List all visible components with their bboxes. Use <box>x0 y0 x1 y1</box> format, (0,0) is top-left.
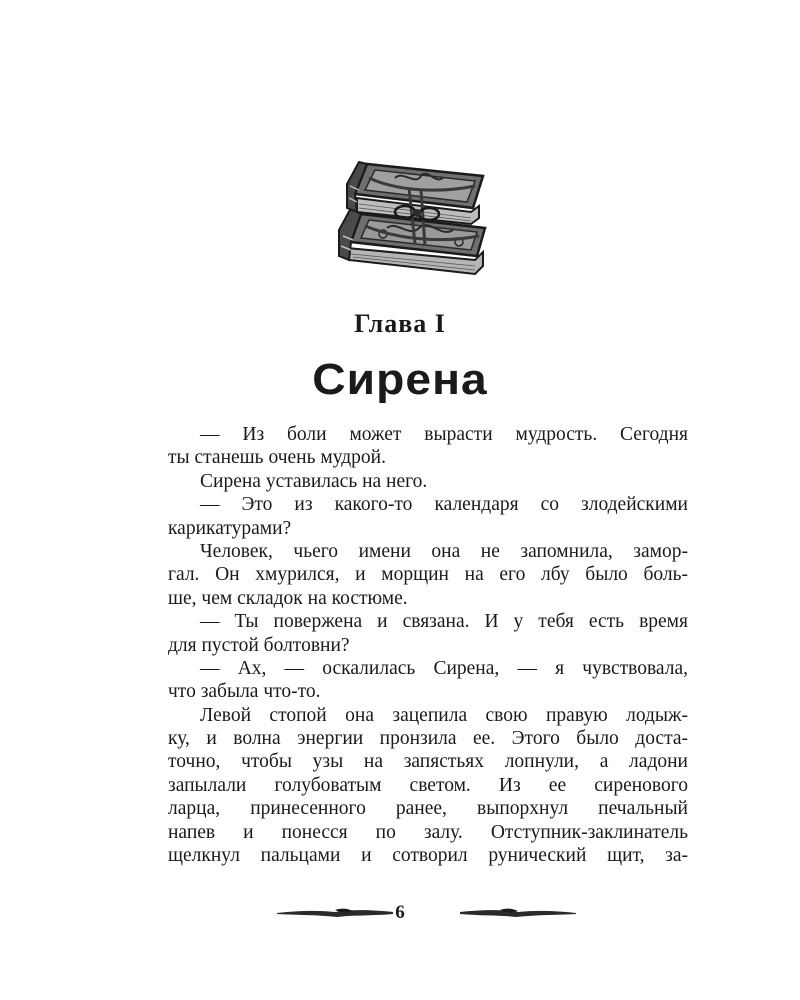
text-line: Сирена уставилась на него. <box>200 470 428 492</box>
page-number: 6 <box>395 902 405 923</box>
text-line: Человек, чьего имени она не запомнила, замор- <box>200 540 688 562</box>
page-footer <box>0 900 800 926</box>
right-ornament-icon <box>458 907 578 919</box>
text-line: Левой стопой она зацепила свою правую лодыж- <box>200 704 688 726</box>
text-line: карикатурами? <box>168 517 292 539</box>
text-line: запылали голубоватым светом. Из ее сиренового <box>168 774 688 796</box>
chapter-title: Сирена <box>312 355 488 404</box>
text-line: ше, чем складок на костюме. <box>168 587 408 609</box>
text-line: — Это из какого-то календаря со злодейскими <box>200 494 688 516</box>
text-line: ку, и волна энергии пронзила ее. Этого было доста- <box>168 728 688 750</box>
chapter-body <box>168 423 688 867</box>
text-line: ларца, принесенного ранее, выпорхнул печальный <box>168 798 688 820</box>
text-line: ты станешь очень мудрой. <box>168 447 386 469</box>
text-line: точно, чтобы узы на запястьях лопнули, а ладони <box>168 751 688 773</box>
text-line: для пустой болтовни? <box>168 634 350 656</box>
bound-books-icon <box>325 156 497 286</box>
text-line: — Из боли может вырасти мудрость. Сегодня <box>200 424 688 445</box>
text-line: напев и понесся по залу. Отступник-заклинатель <box>168 821 688 843</box>
text-line: гал. Он хмурился, и морщин на его лбу было боль- <box>168 564 688 586</box>
text-line: — Ах, — оскалилась Сирена, — я чувствовала, <box>200 657 688 679</box>
chapter-label: Глава I <box>354 309 446 338</box>
text-line: щелкнул пальцами и сотворил рунический щит, за- <box>168 845 688 867</box>
text-line: что забыла что-то. <box>168 681 321 703</box>
text-line: — Ты повержена и связана. И у тебя есть время <box>200 611 688 633</box>
